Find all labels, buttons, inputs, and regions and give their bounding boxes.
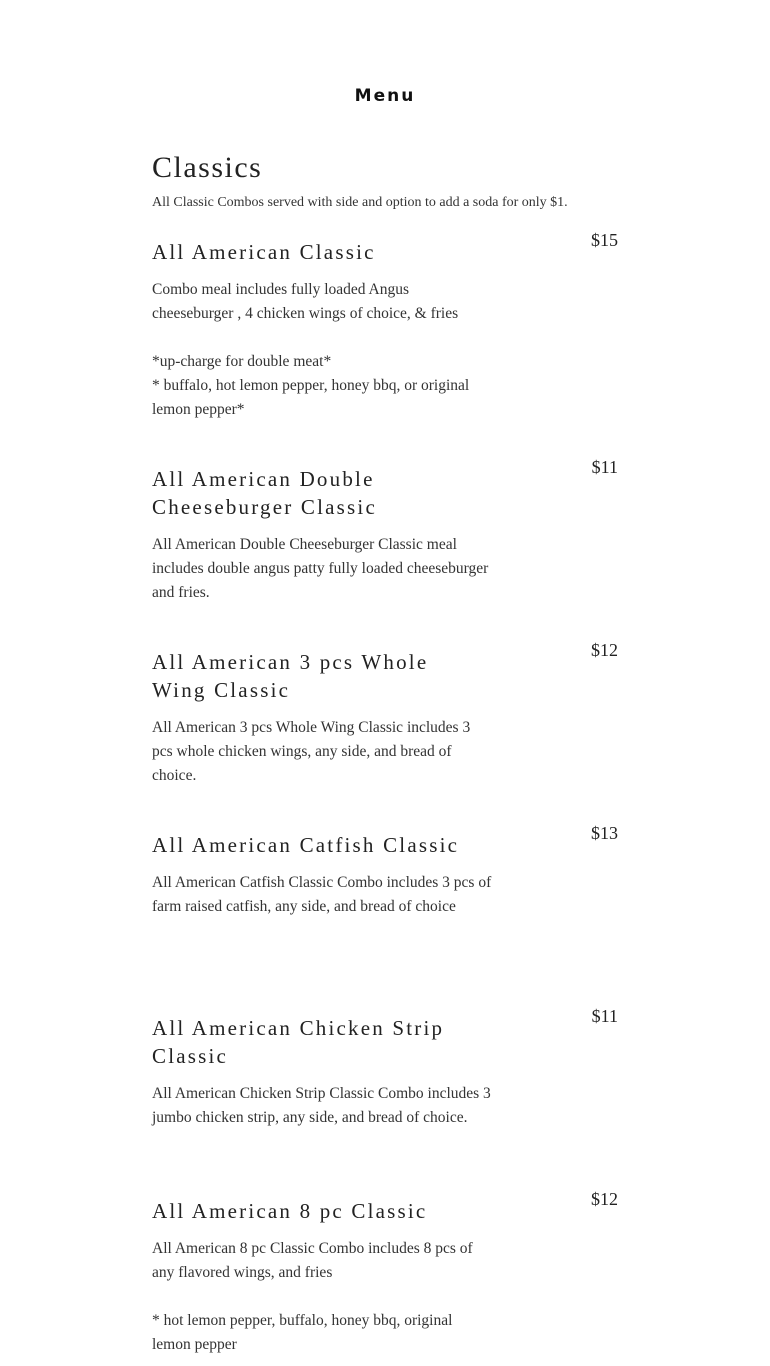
item-description-text: All American Catfish Classic Combo includes 3 pcs of farm raised catfish, any side, and bread of choice bbox=[152, 874, 492, 915]
item-price: $11 bbox=[591, 457, 618, 477]
item-description-text: All American 3 pcs Whole Wing Classic includes 3 pcs whole chicken wings, any side, and bread of choice. bbox=[152, 719, 471, 784]
item-description bbox=[152, 1237, 492, 1357]
item-description bbox=[152, 1082, 492, 1130]
item-name: All American Chicken Strip Classic bbox=[152, 1016, 445, 1068]
item-description-note: * buffalo, hot lemon pepper, honey bbq, or original lemon pepper* bbox=[152, 377, 470, 418]
section-description: All Classic Combos served with side and option to add a soda for only $1. bbox=[152, 195, 568, 210]
item-name: All American Catfish Classic bbox=[152, 833, 460, 857]
item-description-note: *up-charge for double meat* bbox=[152, 353, 332, 370]
item-name: All American Double Cheeseburger Classic bbox=[152, 467, 377, 519]
menu-item-whole-wing-classic[interactable] bbox=[152, 640, 622, 788]
item-description-text: All American Chicken Strip Classic Combo includes 3 jumbo chicken strip, any side, and bread of choice. bbox=[152, 1085, 491, 1126]
item-price: $12 bbox=[591, 640, 618, 660]
item-name: All American Classic bbox=[152, 240, 376, 264]
item-name: All American 3 pcs Whole Wing Classic bbox=[152, 650, 429, 702]
menu-item-8-pc-classic[interactable] bbox=[152, 1189, 622, 1357]
menu-item-all-american-classic[interactable] bbox=[152, 230, 622, 422]
section-title: Classics bbox=[152, 151, 263, 184]
menu-item-catfish-classic[interactable] bbox=[152, 823, 622, 919]
item-price: $13 bbox=[591, 823, 618, 843]
item-description bbox=[152, 871, 492, 919]
item-description-text: Combo meal includes fully loaded Angus cheeseburger , 4 chicken wings of choice, & fries bbox=[152, 281, 459, 322]
item-description-note: * hot lemon pepper, buffalo, honey bbq, original lemon pepper bbox=[152, 1312, 453, 1353]
item-description-text: All American Double Cheeseburger Classic meal includes double angus patty fully loaded cheeseburger and fries. bbox=[152, 536, 489, 601]
item-description bbox=[152, 533, 492, 605]
page-header bbox=[0, 86, 770, 106]
item-name: All American 8 pc Classic bbox=[152, 1199, 428, 1223]
page-title: Menu bbox=[354, 86, 416, 106]
item-price: $11 bbox=[591, 1006, 618, 1026]
item-description bbox=[152, 278, 492, 422]
menu-item-chicken-strip-classic[interactable] bbox=[152, 1006, 622, 1130]
item-description bbox=[152, 716, 492, 788]
item-price: $15 bbox=[591, 230, 618, 250]
item-description-text: All American 8 pc Classic Combo includes 8 pcs of any flavored wings, and fries bbox=[152, 1240, 473, 1281]
item-price: $12 bbox=[591, 1189, 618, 1209]
menu-item-double-cheeseburger-classic[interactable] bbox=[152, 457, 622, 605]
